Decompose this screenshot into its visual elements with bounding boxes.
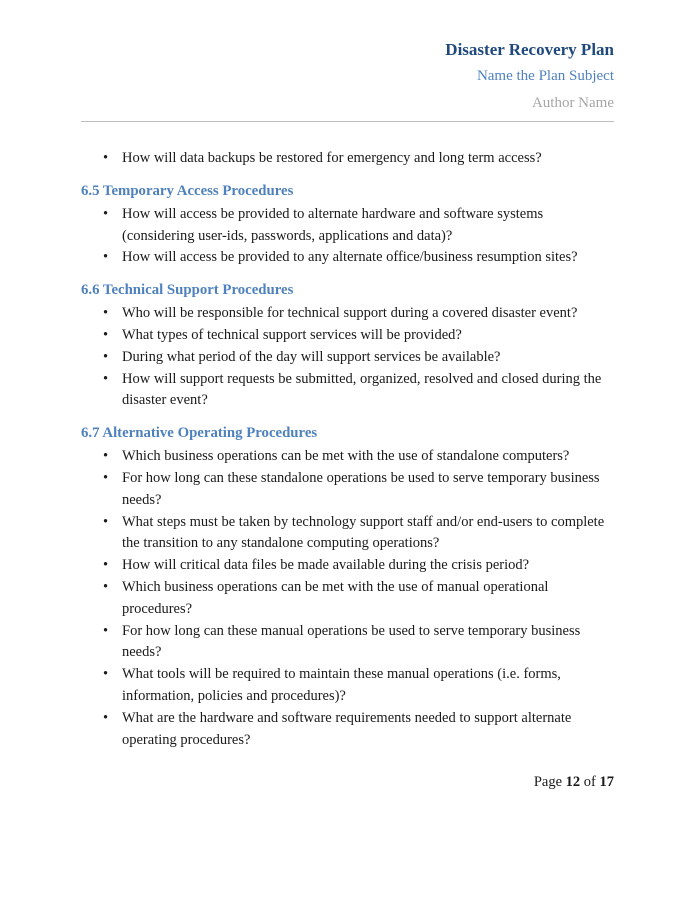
document-title: Disaster Recovery Plan	[445, 40, 614, 59]
section-heading: 6.7 Alternative Operating Procedures	[81, 425, 318, 442]
bullet-item: • Who will be responsible for technical support during a covered disaster event?	[122, 303, 614, 325]
document-section	[81, 279, 614, 412]
bullet-item: • How will access be provided to alternate hardware and software systems (considering user-ids, passwords, applications and data)?	[122, 204, 614, 248]
current-page-number: 12	[565, 774, 581, 791]
bullet-item: • Which business operations can be met with the use of standalone computers?	[122, 446, 614, 468]
of-word: of	[583, 774, 596, 791]
header-divider	[81, 121, 614, 122]
bullet-item: • What types of technical support services will be provided?	[122, 325, 614, 347]
bullet-item: • What tools will be required to maintain these manual operations (i.e. forms, information, policies and procedures)?	[122, 664, 614, 708]
bullet-item: • How will access be provided to any alternate office/business resumption sites?	[122, 247, 614, 269]
section-heading: 6.6 Technical Support Procedures	[81, 282, 294, 299]
bullet-item: • Which business operations can be met with the use of manual operational procedures?	[122, 577, 614, 621]
document-author: Author Name	[531, 95, 614, 111]
section-heading: 6.5 Temporary Access Procedures	[81, 182, 294, 199]
bullet-item: • What are the hardware and software requirements needed to support alternate operating procedures?	[122, 708, 614, 752]
document-section	[81, 180, 614, 269]
bullet-list	[81, 303, 614, 412]
total-page-count: 17	[599, 774, 614, 791]
bullet-list	[81, 446, 614, 751]
document-section	[81, 422, 614, 751]
bullet-item: • What steps must be taken by technology support staff and/or end-users to complete the transition to any standalone computing operations?	[122, 512, 614, 556]
bullet-item: • How will support requests be submitted, organized, resolved and closed during the disaster event?	[122, 369, 614, 413]
bullet-item: • How will critical data files be made available during the crisis period?	[122, 555, 614, 577]
bullet-item: • For how long can these standalone operations be used to serve temporary business needs?	[122, 468, 614, 512]
bullet-list	[81, 204, 614, 269]
document-section	[81, 148, 614, 170]
page-number-label	[534, 774, 614, 790]
page-word: Page	[533, 774, 563, 791]
bullet-list	[81, 148, 614, 170]
document-header	[81, 36, 614, 122]
bullet-item: • How will data backups be restored for emergency and long term access?	[122, 148, 614, 170]
bullet-item: • For how long can these manual operations be used to serve temporary business needs?	[122, 621, 614, 665]
bullet-item: • During what period of the day will support services be available?	[122, 347, 614, 369]
page-footer	[81, 771, 614, 793]
document-subtitle: Name the Plan Subject	[476, 68, 614, 84]
document-body	[81, 148, 614, 751]
